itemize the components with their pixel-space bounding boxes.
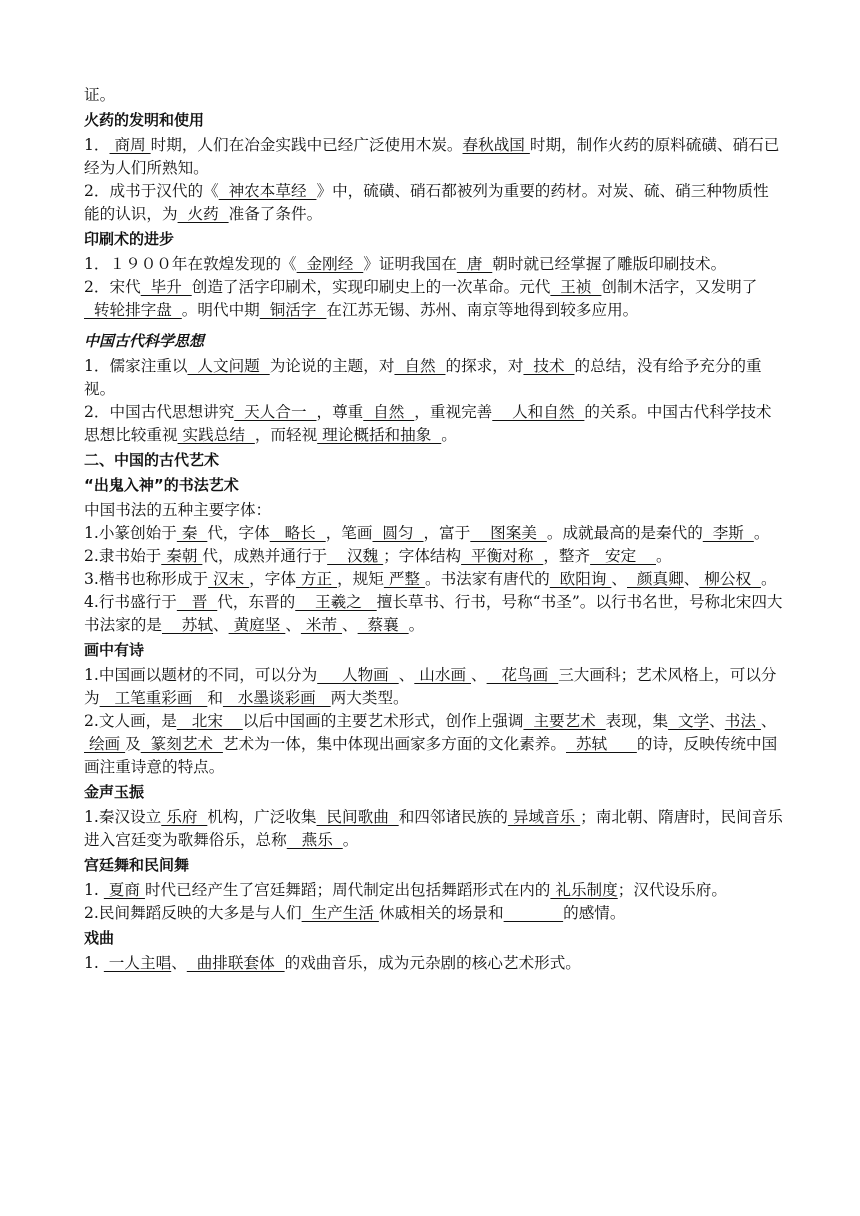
paragraph-text: 擅长草书、行书，号称“书圣”。以行书名世，号称北宋四大书法家的是: [84, 593, 783, 634]
paragraph-text: ，重视完善: [414, 403, 493, 421]
fill-in-answer: 篆刻艺术: [140, 735, 223, 753]
paragraph-text: 。: [441, 426, 457, 444]
paragraph-text: 为论说的主题，对: [269, 357, 395, 375]
fill-in-answer: 自然: [394, 357, 446, 375]
paragraph-text: 的感情。: [563, 904, 626, 922]
fill-in-answer: 春秋战国: [462, 136, 530, 154]
paragraph: [84, 591, 784, 637]
paragraph: [84, 134, 784, 180]
section-heading: 画中有诗: [84, 641, 145, 659]
fill-in-answer: 颜真卿: [627, 570, 684, 588]
paragraph-text: 2．宋代: [84, 278, 141, 296]
fill-in-answer: 实践总结: [177, 426, 255, 444]
paragraph-text: 时期，制作火药的原料硫磺、硝石已经为人们所熟知。: [84, 136, 780, 177]
fill-in-answer: 异域音乐: [507, 808, 581, 826]
paragraph-text: 创造了活字印刷术，实现印刷史上的一次革命。元代: [191, 278, 551, 296]
fill-in-answer: 金刚经: [296, 255, 364, 273]
paragraph-text: 、: [285, 616, 301, 634]
paragraph-text: 1．: [84, 136, 110, 154]
paragraph-text: 1．１９００年在敦煌发现的《: [84, 255, 297, 273]
paragraph: [84, 276, 784, 322]
paragraph-text: 、: [471, 666, 487, 684]
fill-in-answer: 天人合一: [234, 403, 317, 421]
document-body: [84, 84, 784, 975]
paragraph-text: ，尊重: [316, 403, 364, 421]
paragraph-text: ；字体结构: [383, 547, 462, 565]
paragraph-text: 2．中国古代思想讲究: [84, 403, 235, 421]
fill-in-answer: 民间歌曲: [316, 808, 399, 826]
section-heading: “出鬼入神”的书法艺术: [84, 476, 239, 494]
paragraph-text: 1.: [84, 881, 104, 899]
fill-in-answer: 人物画: [317, 666, 399, 684]
fill-in-answer: 严整: [383, 570, 425, 588]
paragraph-text: 》证明我国在: [363, 255, 457, 273]
fill-in-answer: 略长: [269, 524, 326, 542]
section-heading: 印刷术的进步: [84, 230, 175, 248]
fill-in-answer: 主要艺术: [523, 712, 606, 730]
paragraph: [84, 522, 784, 545]
paragraph-text: 2.民间舞蹈反映的大多是与人们: [84, 904, 302, 922]
fill-in-answer: 李斯: [702, 524, 754, 542]
paragraph-text: 。: [408, 616, 425, 634]
paragraph-text: 创制木活字，又发明了: [601, 278, 758, 296]
paragraph-text: ；汉代设乐府。: [617, 881, 727, 899]
fill-in-answer: 自然: [363, 403, 415, 421]
fill-in-answer: 转轮排字盘: [84, 301, 182, 319]
fill-in-answer: 晋: [176, 593, 218, 611]
paragraph-text: 、: [213, 616, 229, 634]
fill-in-answer: 方正: [295, 570, 338, 588]
fill-in-answer: 技术: [523, 357, 575, 375]
fill-in-answer: 圆匀: [372, 524, 424, 542]
fill-in-answer: 花鸟画: [486, 666, 559, 684]
paragraph-text: 、: [683, 570, 700, 588]
paragraph-text: ，笔画: [325, 524, 373, 542]
fill-in-answer: 汉魏: [327, 547, 384, 565]
fill-in-answer: 火药: [177, 205, 229, 223]
section-heading: 金声玉振: [84, 783, 145, 801]
paragraph-text: 中国书法的五种主要字体：: [84, 501, 272, 519]
paragraph-text: ，字体: [249, 570, 296, 588]
paragraph-text: 和四邻诸民族的: [398, 808, 508, 826]
fill-in-answer: 绘画: [84, 735, 126, 753]
fill-in-answer: 王祯: [550, 278, 602, 296]
paragraph-text: 代，成熟并通行于: [202, 547, 328, 565]
paragraph-text: 1.小篆创始于: [84, 524, 177, 542]
paragraph-text: 、: [611, 570, 627, 588]
fill-in-answer: 苏轼: [566, 735, 637, 753]
paragraph-text: 在江苏无锡、苏州、南京等地得到较多应用。: [326, 301, 639, 319]
fill-in-answer: [504, 904, 563, 922]
fill-in-answer: 王羲之: [295, 593, 377, 611]
paragraph-text: ，整齐: [543, 547, 591, 565]
section-heading: 宫廷舞和民间舞: [84, 856, 190, 874]
paragraph-text: 代，字体: [207, 524, 270, 542]
fill-in-answer: 一人主唱: [103, 954, 172, 972]
paragraph-text: 、: [760, 712, 777, 730]
fill-in-answer: 汉末: [208, 570, 250, 588]
fill-in-answer: 工笔重彩画: [99, 689, 208, 707]
paragraph-text: 三大画科；艺术风格上，可以分为: [84, 666, 777, 707]
paragraph-text: 1.中国画以题材的不同，可以分为: [84, 666, 318, 684]
fill-in-answer: 人和自然: [492, 403, 585, 421]
fill-in-answer: 夏商: [103, 881, 145, 899]
paragraph-text: 的戏曲音乐，成为元杂剧的核心艺术形式。: [284, 954, 581, 972]
fill-in-answer: 山水画: [414, 666, 471, 684]
paragraph-text: 、: [398, 666, 415, 684]
paragraph: [84, 401, 784, 447]
paragraph-text: 3.楷书也称形成于: [84, 570, 209, 588]
paragraph-text: 、: [342, 616, 358, 634]
fill-in-answer: 理论概括和抽象: [317, 426, 442, 444]
paragraph-text: 。: [342, 831, 359, 849]
fill-in-answer: 毕升: [140, 278, 192, 296]
paragraph-text: 代，东晋的: [217, 593, 296, 611]
paragraph-text: 1.秦汉设立: [84, 808, 162, 826]
paragraph-text: 、: [171, 954, 187, 972]
fill-in-answer: 平衡对称: [461, 547, 544, 565]
paragraph: [84, 545, 784, 568]
paragraph-text: 准备了条件。: [228, 205, 323, 223]
fill-in-answer: 人文问题: [187, 357, 270, 375]
fill-in-answer: 柳公权: [699, 570, 761, 588]
paragraph-text: 。书法家有唐代的: [424, 570, 550, 588]
fill-in-answer: 安定: [590, 547, 656, 565]
paragraph-text: 。明代中期: [181, 301, 260, 319]
paragraph-text: 、: [709, 712, 725, 730]
fill-in-answer: 商周: [109, 136, 151, 154]
fill-in-answer: 生产生活: [301, 904, 379, 922]
fill-in-answer: 欧阳询: [549, 570, 612, 588]
paragraph: [84, 180, 784, 226]
paragraph-text: 2．成书于汉代的《: [84, 182, 219, 200]
paragraph-text: 艺术为一体，集中体现出画家多方面的文化素养。: [222, 735, 566, 753]
paragraph-text: 以后中国画的主要艺术形式，创作上强调: [242, 712, 524, 730]
fill-in-answer: 米芾: [300, 616, 343, 634]
section-heading: 中国古代科学思想: [84, 332, 205, 350]
paragraph: [84, 710, 784, 779]
paragraph-text: 朝时就已经掌握了雕版印刷技术。: [492, 255, 727, 273]
paragraph-text: 证。: [84, 86, 116, 104]
paragraph-text: 的关系。中国古代科学技术思想比较重视: [84, 403, 772, 444]
paragraph-text: 两大类型。: [330, 689, 409, 707]
fill-in-answer: 燕乐: [286, 831, 343, 849]
paragraph-text: 1．儒家注重以: [84, 357, 188, 375]
fill-in-answer: 北宋: [176, 712, 243, 730]
fill-in-answer: 神农本草经: [218, 182, 317, 200]
paragraph-text: 的诗，反映传统中国画注重诗意的特点。: [84, 735, 778, 776]
paragraph-text: 的探求，对: [445, 357, 524, 375]
paragraph-text: 4.行书盛行于: [84, 593, 177, 611]
section-heading: 戏曲: [84, 929, 115, 947]
paragraph-text: 及: [125, 735, 141, 753]
paragraph: [84, 355, 784, 401]
paragraph-text: 表现，集: [605, 712, 669, 730]
fill-in-answer: 水墨谈彩画: [222, 689, 331, 707]
paragraph-text: 休戚相关的场景和: [378, 904, 504, 922]
paragraph-text: 。: [656, 547, 672, 565]
paragraph-text: 。: [753, 524, 770, 542]
paragraph-text: 。成就最高的是秦代的: [546, 524, 703, 542]
paragraph: [84, 664, 784, 710]
paragraph-text: ；南北朝、隋唐时，民间音乐进入宫廷变为歌舞俗乐，总称: [84, 808, 783, 849]
paragraph: [84, 568, 784, 591]
section-heading: 二、中国的古代艺术: [84, 451, 220, 469]
fill-in-answer: 曲排联套体: [186, 954, 285, 972]
fill-in-answer: 铜活字: [259, 301, 327, 319]
paragraph-text: 。: [760, 570, 777, 588]
paragraph: [84, 952, 784, 975]
paragraph-text: 机构，广泛收集: [207, 808, 317, 826]
fill-in-answer: 文学: [668, 712, 710, 730]
fill-in-answer: 图案美: [470, 524, 547, 542]
paragraph-text: 》中，硫磺、硝石都被列为重要的药材。对炭、硫、硝三种物质性能的认识，为: [84, 182, 769, 223]
paragraph-text: 的总结，没有给予充分的重视。: [84, 357, 762, 398]
paragraph: [84, 806, 784, 852]
paragraph-text: 2.隶书始于: [84, 547, 162, 565]
paragraph-text: 时期，人们在冶金实践中已经广泛使用木炭。: [150, 136, 463, 154]
paragraph-text: 时代已经产生了宫廷舞蹈；周代制定出包括舞蹈形式在内的: [144, 881, 551, 899]
fill-in-answer: 唐: [456, 255, 493, 273]
fill-in-answer: 苏轼: [161, 616, 213, 634]
paragraph-text: 2.文人画，是: [84, 712, 177, 730]
fill-in-answer: 黄庭坚: [228, 616, 286, 634]
paragraph-text: ，而轻视: [254, 426, 318, 444]
fill-in-answer: 蔡襄: [357, 616, 409, 634]
fill-in-answer: 书法: [724, 712, 761, 730]
paragraph: [84, 499, 784, 522]
paragraph: [84, 902, 784, 925]
section-heading: 火药的发明和使用: [84, 111, 205, 129]
paragraph: [84, 253, 784, 276]
paragraph-text: 和: [207, 689, 223, 707]
fill-in-answer: 乐府: [161, 808, 208, 826]
paragraph-text: ，规矩: [337, 570, 384, 588]
fill-in-answer: 秦: [176, 524, 208, 542]
paragraph: [84, 879, 784, 902]
fill-in-answer: 礼乐制度: [550, 881, 618, 899]
paragraph-text: ，富于: [423, 524, 471, 542]
paragraph-text: 1.: [84, 954, 104, 972]
paragraph: [84, 84, 784, 107]
fill-in-answer: 秦朝: [161, 547, 203, 565]
